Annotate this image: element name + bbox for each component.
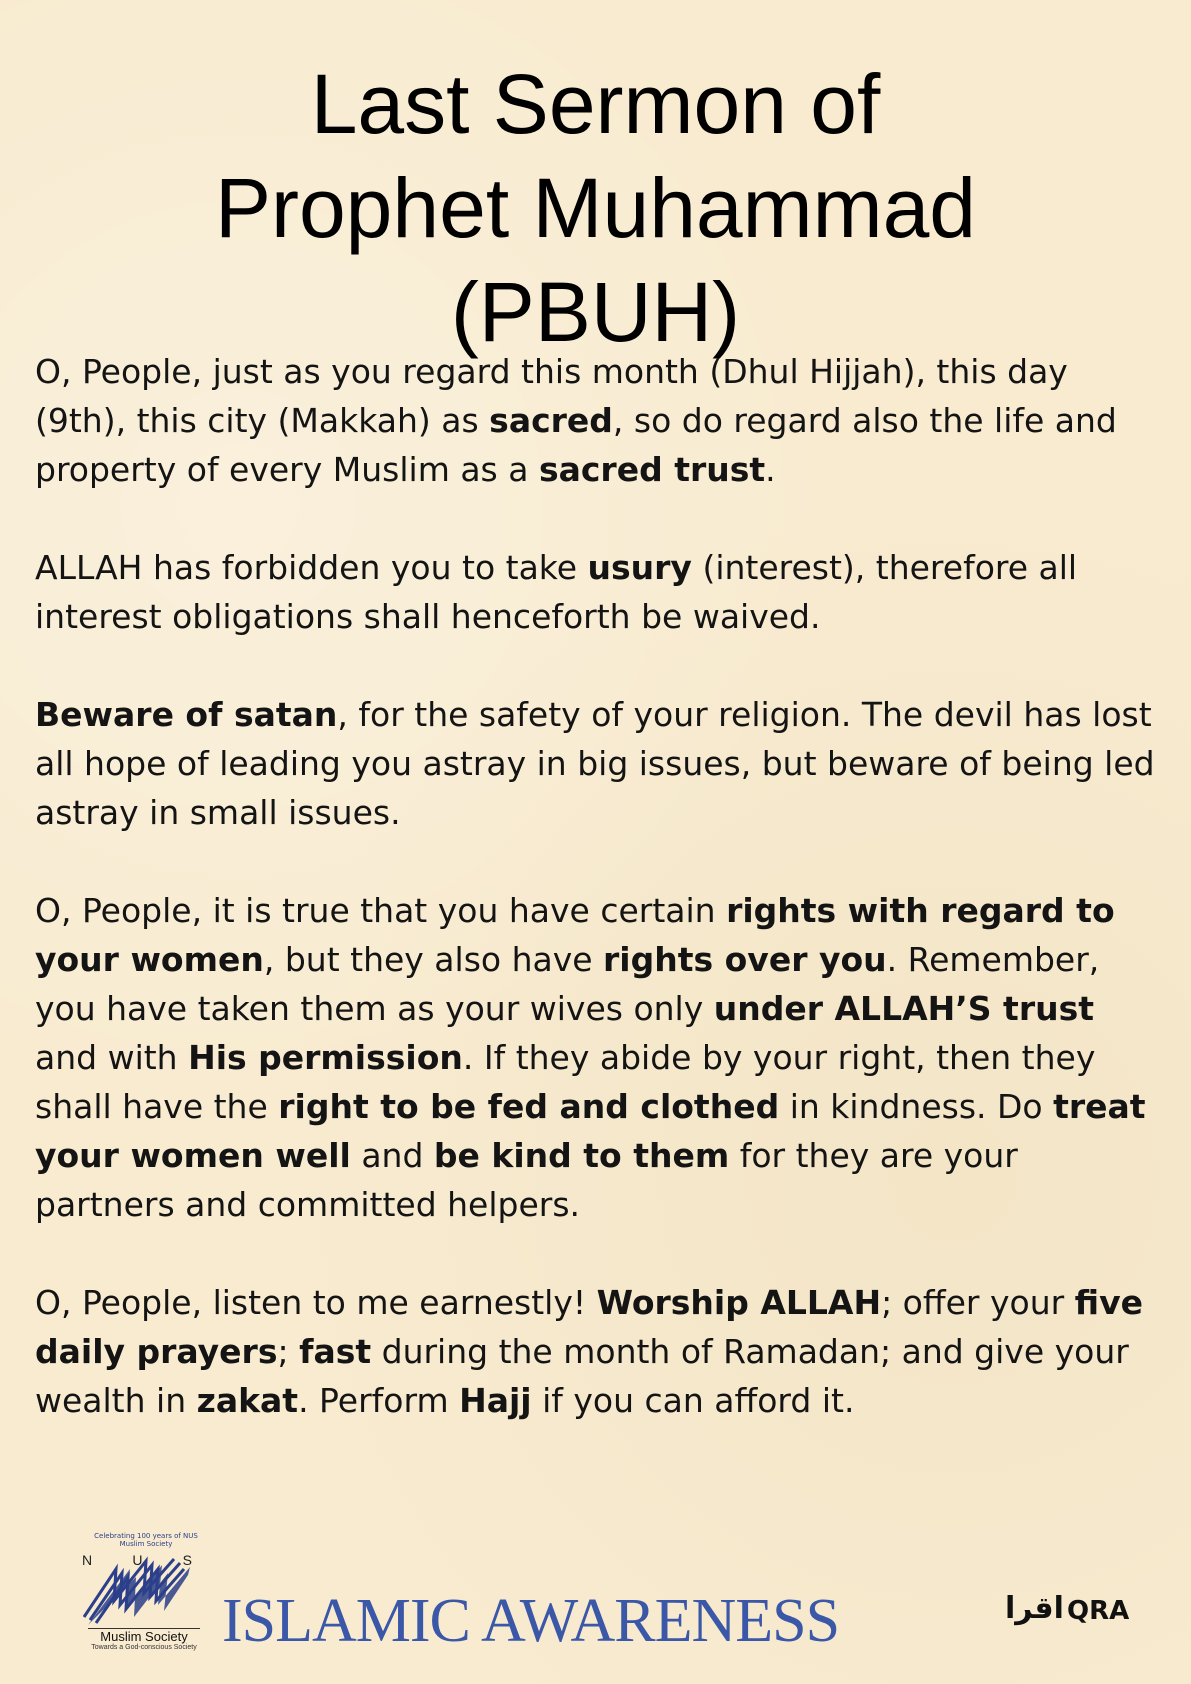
emphasis-text: Beware of satan	[35, 695, 338, 734]
emphasis-text: five daily prayers	[35, 1283, 1144, 1371]
body-text: O, People, listen to me earnestly!	[35, 1283, 597, 1322]
paragraph-usury	[35, 543, 1165, 641]
body-text: , so do regard also the life and property of every Muslim as a	[35, 401, 1117, 489]
body-text: if you can afford it.	[531, 1381, 855, 1420]
iqra-arabic-text: اقرا	[1005, 1591, 1064, 1626]
body-text: for they are your partners and committed helpers.	[35, 1136, 1018, 1224]
emphasis-text: be kind to them	[433, 1136, 730, 1175]
body-text: ;	[277, 1332, 300, 1371]
body-text: O, People, just as you regard this month (Dhul Hijjah), this day (9th), this city (Makkah) as	[35, 352, 1068, 440]
body-text: , but they also have	[263, 940, 604, 979]
nus-letter-s: S	[182, 1552, 192, 1568]
nus-caption: Celebrating 100 years of NUS Muslim Society	[94, 1532, 198, 1548]
sermon-body	[35, 347, 1165, 1474]
body-text: .	[765, 450, 776, 489]
paragraph-worship	[35, 1278, 1165, 1425]
nus-tagline: Towards a God-conscious Society	[91, 1644, 197, 1651]
body-text: (interest), therefore all interest obligations shall henceforth be waived.	[35, 548, 1078, 636]
body-text: and with	[35, 1038, 189, 1077]
nus-letter-u: U	[132, 1552, 143, 1568]
body-text: ALLAH has forbidden you to take	[35, 548, 588, 587]
emphasis-text: sacred	[489, 401, 613, 440]
body-text: . Perform	[298, 1381, 460, 1420]
emphasis-text: Worship ALLAH	[596, 1283, 882, 1322]
body-text: . If they abide by your right, then they shall have the	[35, 1038, 1096, 1126]
emphasis-text: usury	[587, 548, 692, 587]
body-text: , for the safety of your religion. The devil has lost all hope of leading you astray in big issues, but beware of being led astray in small issues.	[35, 695, 1155, 832]
emphasis-text: fast	[299, 1332, 372, 1371]
emphasis-text: right to be fed and clothed	[278, 1087, 780, 1126]
emphasis-text: rights with regard to your women	[35, 891, 1115, 979]
body-text: in kindness. Do	[779, 1087, 1054, 1126]
emphasis-text: zakat	[196, 1381, 299, 1420]
title-line-1: Last Sermon of	[310, 57, 881, 151]
nus-letter-n: N	[82, 1552, 93, 1568]
body-text: and	[350, 1136, 434, 1175]
emphasis-text: under ALLAH’S trust	[713, 989, 1095, 1028]
body-text: . Remember, you have taken them as your wives only	[35, 940, 1100, 1028]
emphasis-text: sacred trust	[538, 450, 766, 489]
emphasis-text: treat your women well	[35, 1087, 1146, 1175]
body-text: during the month of Ramadan; and give your wealth in	[35, 1332, 1129, 1420]
page-title	[0, 52, 1191, 364]
emphasis-text: Hajj	[459, 1381, 532, 1420]
title-line-3: (PBUH)	[450, 265, 741, 359]
paragraph-satan	[35, 690, 1165, 837]
nus-society-label: Muslim Society	[88, 1628, 200, 1644]
body-text: O, People, it is true that you have certain	[35, 891, 727, 930]
title-line-2: Prophet Muhammad	[214, 161, 977, 255]
paragraph-women-rights	[35, 886, 1165, 1229]
emphasis-text: rights over you	[603, 940, 887, 979]
iqra-logo-icon	[1003, 1578, 1133, 1634]
emphasis-text: His permission	[188, 1038, 463, 1077]
islamic-awareness-label: ISLAMIC AWARENESS	[222, 1587, 840, 1655]
paragraph-sacred-trust	[35, 347, 1165, 494]
body-text: ; offer your	[881, 1283, 1075, 1322]
iqra-latin-text: QRA	[1067, 1596, 1130, 1626]
